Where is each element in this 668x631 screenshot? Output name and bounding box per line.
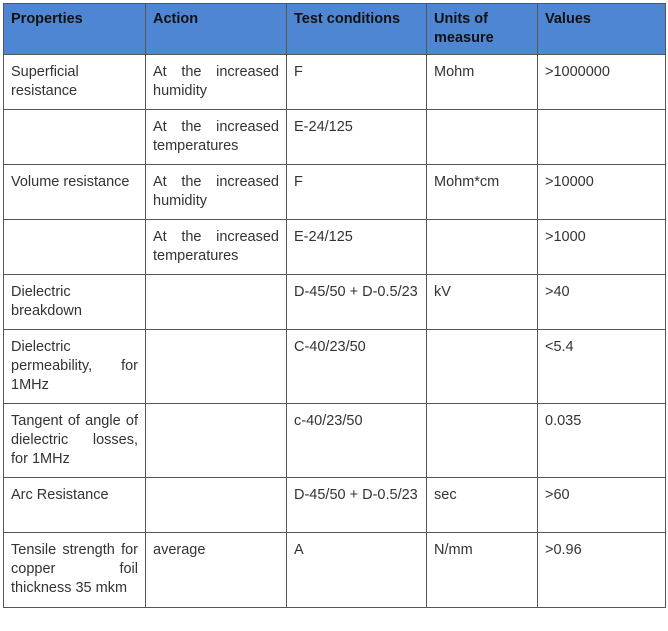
cell-action: average [146, 533, 287, 608]
cell-value: >40 [538, 275, 666, 330]
properties-table [3, 3, 666, 608]
table-row [4, 404, 666, 478]
table-row [4, 330, 666, 404]
cell-value: >10000 [538, 165, 666, 220]
cell-property [4, 220, 146, 275]
table-row [4, 55, 666, 110]
cell-conditions: E-24/125 [287, 110, 427, 165]
cell-property [4, 110, 146, 165]
cell-value: >60 [538, 478, 666, 533]
header-properties: Properties [4, 4, 146, 55]
table-row [4, 478, 666, 533]
header-values: Values [538, 4, 666, 55]
cell-value: >0.96 [538, 533, 666, 608]
cell-units [427, 220, 538, 275]
table-row [4, 165, 666, 220]
cell-property: Superficial resistance [4, 55, 146, 110]
cell-units: kV [427, 275, 538, 330]
cell-conditions: F [287, 165, 427, 220]
cell-conditions: D-45/50 + D-0.5/23 [287, 478, 427, 533]
cell-units: Mohm [427, 55, 538, 110]
cell-units [427, 404, 538, 478]
cell-action [146, 478, 287, 533]
cell-action: At the increased temperatures [146, 110, 287, 165]
cell-property: Tangent of angle of dielectric losses, for 1MHz [4, 404, 146, 478]
cell-property: Volume resistance [4, 165, 146, 220]
header-action: Action [146, 4, 287, 55]
header-units: Units of measure [427, 4, 538, 55]
cell-conditions: F [287, 55, 427, 110]
header-test-conditions: Test conditions [287, 4, 427, 55]
cell-value: >1000000 [538, 55, 666, 110]
cell-property: Dielectric permeability, for 1MHz [4, 330, 146, 404]
cell-value: >1000 [538, 220, 666, 275]
cell-value: 0.035 [538, 404, 666, 478]
cell-action: At the increased temperatures [146, 220, 287, 275]
cell-property: Arc Resistance [4, 478, 146, 533]
cell-property: Tensile strength for copper foil thickness 35 mkm [4, 533, 146, 608]
header-row [4, 4, 666, 55]
cell-action [146, 275, 287, 330]
cell-conditions: A [287, 533, 427, 608]
table-row [4, 220, 666, 275]
cell-units: Mohm*cm [427, 165, 538, 220]
cell-property: Dielectric breakdown [4, 275, 146, 330]
cell-action [146, 330, 287, 404]
cell-value: <5.4 [538, 330, 666, 404]
cell-units [427, 110, 538, 165]
table-row [4, 275, 666, 330]
cell-conditions: C-40/23/50 [287, 330, 427, 404]
cell-units [427, 330, 538, 404]
table-row [4, 533, 666, 608]
cell-conditions: D-45/50 + D-0.5/23 [287, 275, 427, 330]
cell-conditions: c-40/23/50 [287, 404, 427, 478]
cell-action: At the increased humidity [146, 55, 287, 110]
cell-units: sec [427, 478, 538, 533]
cell-action [146, 404, 287, 478]
cell-units: N/mm [427, 533, 538, 608]
cell-conditions: E-24/125 [287, 220, 427, 275]
cell-value [538, 110, 666, 165]
cell-action: At the increased humidity [146, 165, 287, 220]
table-row [4, 110, 666, 165]
